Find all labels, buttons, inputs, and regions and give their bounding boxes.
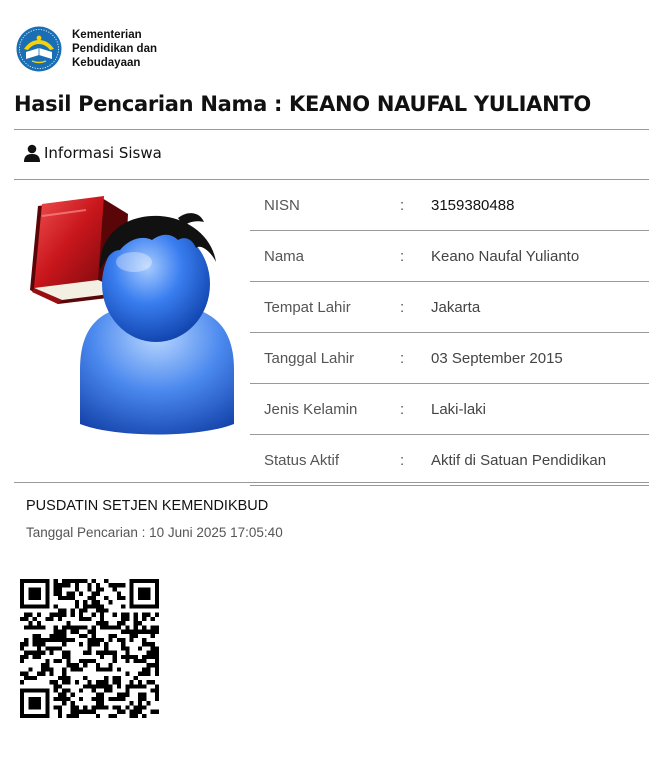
field-value: 3159380488 [431, 180, 649, 231]
field-label: Jenis Kelamin [250, 384, 400, 435]
divider [14, 129, 649, 130]
field-label: Tanggal Lahir [250, 333, 400, 384]
header [16, 26, 157, 72]
divider [14, 482, 649, 483]
kemendikbud-logo [16, 26, 62, 72]
qr-code-icon [20, 579, 159, 718]
field-value: Jakarta [431, 282, 649, 333]
table-row [250, 333, 649, 384]
table-row [250, 435, 649, 486]
field-label: Tempat Lahir [250, 282, 400, 333]
field-separator: : [400, 282, 431, 333]
field-value: 03 September 2015 [431, 333, 649, 384]
field-value: Keano Naufal Yulianto [431, 231, 649, 282]
field-separator: : [400, 180, 431, 231]
field-separator: : [400, 384, 431, 435]
student-avatar-icon [28, 192, 238, 437]
org-name-line: Pendidikan dan [72, 43, 157, 55]
field-value: Laki-laki [431, 384, 649, 435]
field-value: Aktif di Satuan Pendidikan [431, 435, 649, 486]
issuer-name: PUSDATIN SETJEN KEMENDIKBUD [26, 498, 269, 514]
page-title: Hasil Pencarian Nama : KEANO NAUFAL YULIANTO [14, 92, 591, 116]
section-title: Informasi Siswa [44, 144, 162, 162]
user-icon [24, 144, 40, 162]
field-label: Status Aktif [250, 435, 400, 486]
table-row [250, 180, 649, 231]
table-row [250, 384, 649, 435]
table-row [250, 282, 649, 333]
field-separator: : [400, 333, 431, 384]
org-name-line: Kementerian [72, 29, 142, 41]
field-label: Nama [250, 231, 400, 282]
org-name-line: Kebudayaan [72, 57, 141, 69]
student-info-table [250, 180, 649, 486]
table-row [250, 231, 649, 282]
field-label: NISN [250, 180, 400, 231]
org-name [72, 28, 157, 70]
field-separator: : [400, 435, 431, 486]
field-separator: : [400, 231, 431, 282]
section-header [24, 144, 162, 162]
search-timestamp: Tanggal Pencarian : 10 Juni 2025 17:05:40 [26, 525, 283, 540]
